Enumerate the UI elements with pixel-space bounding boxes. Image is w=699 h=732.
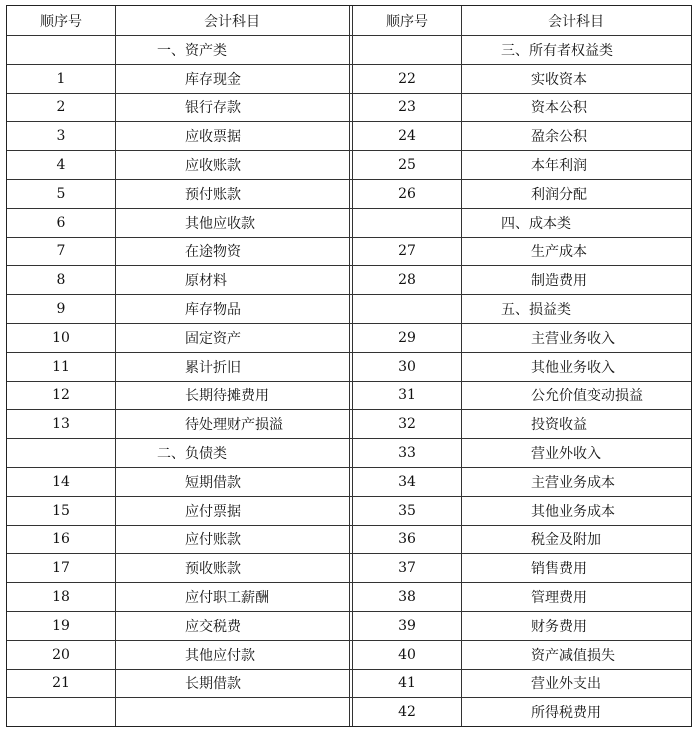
left-category-heading: 一、资产类 [157,42,227,59]
right-subject-cell: 制造费用 [531,273,587,290]
left-subject-cell: 在途物资 [185,244,241,261]
accounting-subjects-table [6,5,692,727]
right-sequence-cell: 41 [398,675,416,692]
left-subject-cell: 其他应收款 [185,215,255,232]
right-sequence-cell: 42 [398,704,416,721]
left-sequence-cell: 17 [52,560,70,577]
right-sequence-cell: 40 [398,646,416,663]
left-sequence-cell: 18 [52,589,70,606]
right-sequence-cell: 28 [398,272,416,289]
column-divider [461,6,462,726]
column-divider [115,6,116,726]
right-subject-cell: 实收资本 [531,71,587,88]
right-subject-cell: 其他业务收入 [531,359,615,376]
right-subject-cell: 盈余公积 [531,129,587,146]
right-subject-cell: 所得税费用 [531,705,601,722]
left-subject-cell: 库存现金 [185,71,241,88]
left-subject-cell: 银行存款 [185,100,241,117]
left-sequence-cell: 19 [52,617,70,634]
right-sequence-cell [353,209,461,237]
right-subject-cell: 销售费用 [531,561,587,578]
right-sequence-cell: 30 [398,358,416,375]
left-sequence-cell: 16 [52,531,70,548]
left-subject-cell: 待处理财产损溢 [185,417,283,434]
left-sequence-cell: 10 [52,329,70,346]
left-sequence-cell: 9 [56,301,66,318]
left-sequence-cell: 1 [56,70,66,87]
left-subject-cell: 应付票据 [185,503,241,520]
right-subject-cell: 投资收益 [531,417,587,434]
right-sequence-cell: 27 [398,243,416,260]
right-subject-cell: 主营业务收入 [531,330,615,347]
header-right-subject: 会计科目 [548,13,604,30]
left-subject-cell: 库存物品 [185,302,241,319]
right-sequence-cell: 22 [398,70,416,87]
right-subject-cell: 管理费用 [531,590,587,607]
right-category-heading: 五、损益类 [501,302,571,319]
right-sequence-cell: 38 [398,589,416,606]
left-subject-cell: 应收票据 [185,129,241,146]
left-subject-cell [185,698,349,726]
left-sequence-cell [7,698,115,726]
left-subject-cell: 应付账款 [185,532,241,549]
right-subject-cell: 资产减值损失 [531,647,615,664]
right-subject-cell: 利润分配 [531,186,587,203]
right-sequence-cell: 36 [398,531,416,548]
right-sequence-cell: 31 [398,387,416,404]
right-sequence-cell: 39 [398,617,416,634]
right-sequence-cell: 29 [398,329,416,346]
right-sequence-cell [353,36,461,64]
left-sequence-cell: 3 [56,128,66,145]
right-subject-cell: 本年利润 [531,158,587,175]
left-subject-cell: 预付账款 [185,186,241,203]
right-sequence-cell: 34 [398,473,416,490]
left-subject-cell: 固定资产 [185,330,241,347]
center-double-divider [349,6,353,726]
left-subject-cell: 应付职工薪酬 [185,590,269,607]
left-sequence-cell: 15 [52,502,70,519]
left-sequence-cell: 14 [52,473,70,490]
left-sequence-cell: 20 [52,646,70,663]
left-sequence-cell: 21 [52,675,70,692]
right-category-heading: 四、成本类 [501,215,571,232]
right-sequence-cell: 25 [398,157,416,174]
left-sequence-cell: 12 [52,387,70,404]
right-subject-cell: 资本公积 [531,100,587,117]
right-subject-cell: 公允价值变动损益 [531,388,643,405]
left-sequence-cell: 7 [56,243,66,260]
left-sequence-cell: 4 [56,157,66,174]
right-subject-cell: 财务费用 [531,618,587,635]
left-subject-cell: 长期借款 [185,676,241,693]
right-sequence-cell: 33 [398,445,416,462]
right-sequence-cell [353,295,461,323]
left-sequence-cell: 5 [56,185,66,202]
left-sequence-cell: 2 [56,99,66,116]
left-subject-cell: 预收账款 [185,561,241,578]
right-subject-cell: 其他业务成本 [531,503,615,520]
right-sequence-cell: 26 [398,185,416,202]
right-sequence-cell: 23 [398,99,416,116]
left-subject-cell: 其他应付款 [185,647,255,664]
header-left-subject: 会计科目 [204,13,260,30]
right-category-heading: 三、所有者权益类 [501,42,613,59]
header-left-sequence: 顺序号 [40,13,82,30]
left-subject-cell: 应收账款 [185,158,241,175]
right-subject-cell: 主营业务成本 [531,474,615,491]
right-sequence-cell: 37 [398,560,416,577]
right-subject-cell: 营业外收入 [531,446,601,463]
right-subject-cell: 营业外支出 [531,676,601,693]
left-subject-cell: 长期待摊费用 [185,388,269,405]
right-subject-cell: 税金及附加 [531,532,601,549]
left-sequence-cell [7,439,115,467]
header-right-sequence: 顺序号 [386,13,428,30]
left-subject-cell: 累计折旧 [185,359,241,376]
right-sequence-cell: 32 [398,416,416,433]
left-subject-cell: 应交税费 [185,618,241,635]
right-sequence-cell: 24 [398,128,416,145]
left-subject-cell: 短期借款 [185,474,241,491]
right-subject-cell: 生产成本 [531,244,587,261]
left-sequence-cell: 11 [52,358,70,375]
right-sequence-cell: 35 [398,502,416,519]
left-sequence-cell: 8 [56,272,66,289]
left-sequence-cell: 6 [56,214,66,231]
left-subject-cell: 原材料 [185,273,227,290]
left-category-heading: 二、负债类 [157,446,227,463]
left-sequence-cell [7,36,115,64]
left-sequence-cell: 13 [52,416,70,433]
